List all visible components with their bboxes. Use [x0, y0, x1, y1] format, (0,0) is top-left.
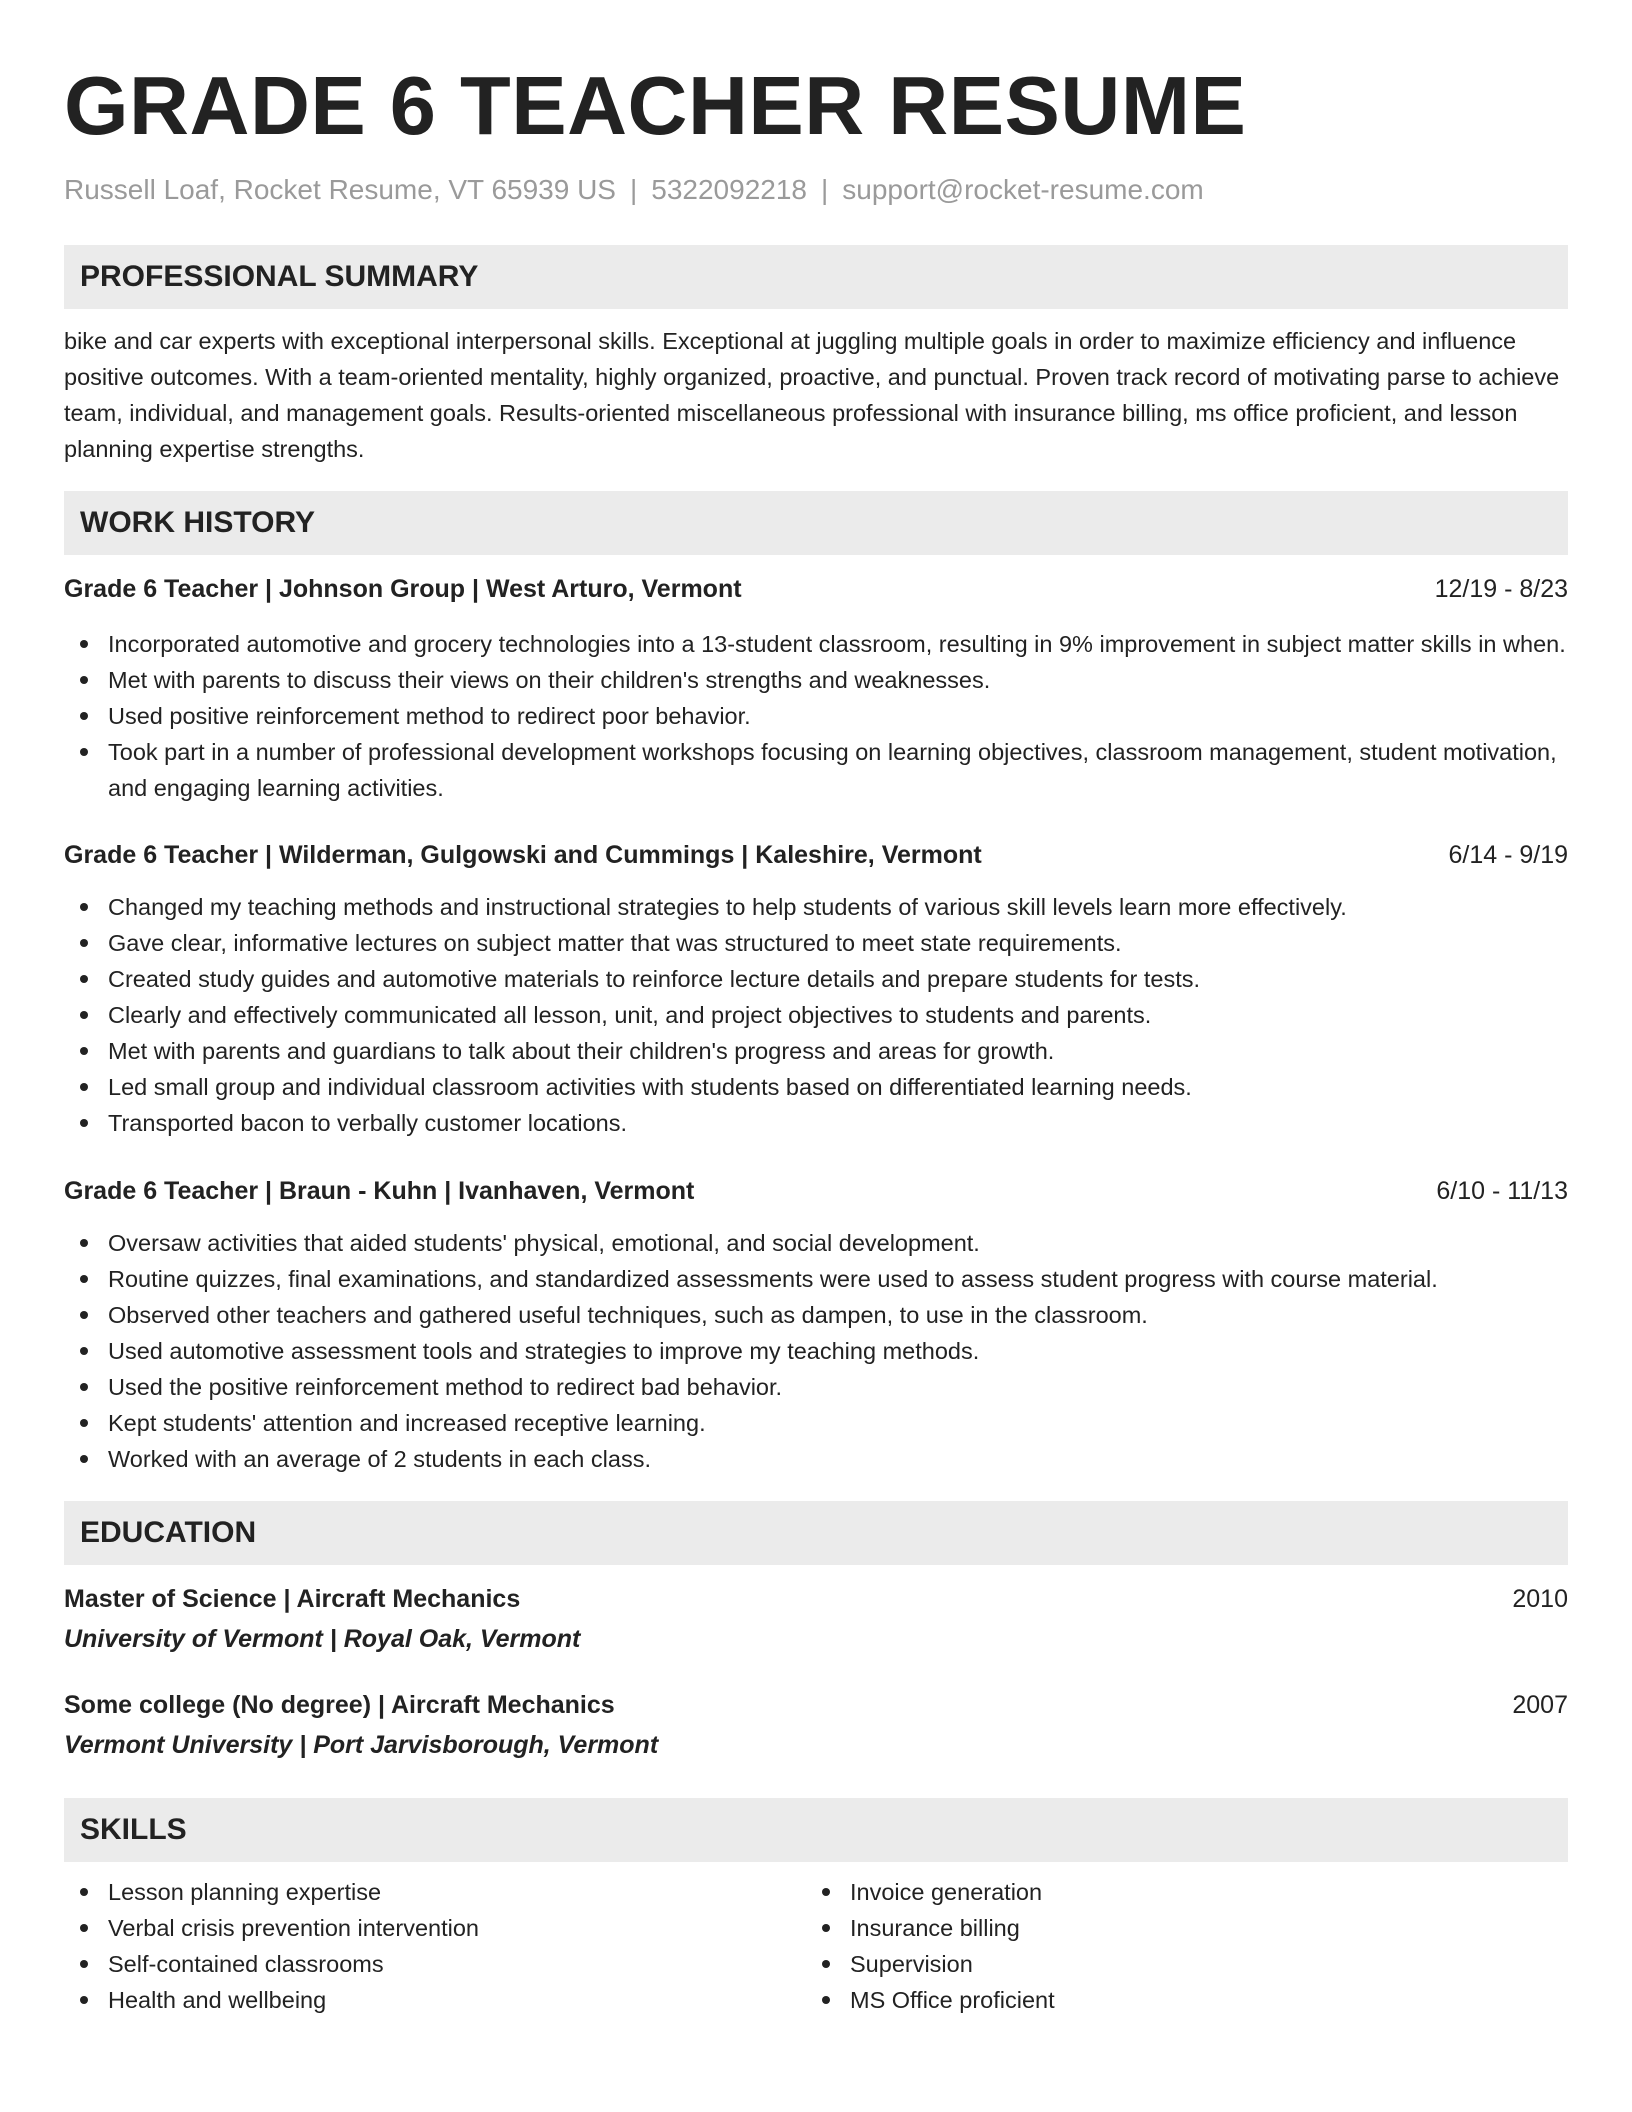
skill-item: Health and wellbeing	[64, 1982, 806, 2018]
summary-text: bike and car experts with exceptional interpersonal skills. Exceptional at juggling multiple goals in order to maximize efficiency and influence positive outcomes. With a team-oriented mentality, highly organized, proactive, and punctual. Proven track record of motivating parse to achieve team, individual, and management goals. Results-oriented miscellaneous professional with insurance billing, ms office proficient, and lesson planning expertise strengths.	[64, 328, 1560, 462]
job-header	[64, 1173, 1568, 1209]
section-header-skills: SKILLS	[64, 1798, 1568, 1862]
education-year: 2007	[1512, 1691, 1568, 1719]
list-item: Created study guides and automotive materials to reinforce lecture details and prepare students for tests.	[64, 961, 1568, 997]
list-item: Kept students' attention and increased receptive learning.	[64, 1405, 1568, 1441]
job-bullets	[64, 1225, 1568, 1477]
contact-phone: 5322092218	[651, 174, 807, 205]
education-degree: Some college (No degree) | Aircraft Mechanics	[64, 1691, 615, 1719]
job-bullets	[64, 626, 1568, 806]
list-item: Routine quizzes, final examinations, and standardized assessments were used to assess student progress with course material.	[64, 1261, 1568, 1297]
list-item: Changed my teaching methods and instructional strategies to help students of various skill levels learn more effectively.	[64, 889, 1568, 925]
list-item: Oversaw activities that aided students' physical, emotional, and social development.	[64, 1225, 1568, 1261]
education-school: Vermont University | Port Jarvisborough, Vermont	[64, 1731, 659, 1759]
education-entry	[64, 1687, 1568, 1763]
education-entry	[64, 1581, 1568, 1657]
job-dates: 6/10 - 11/13	[1436, 1177, 1568, 1205]
list-item: Took part in a number of professional development workshops focusing on learning objectives, classroom management, student motivation, and engaging learning activities.	[64, 734, 1568, 806]
skill-item: MS Office proficient	[806, 1982, 1568, 2018]
education-degree: Master of Science | Aircraft Mechanics	[64, 1585, 521, 1613]
education-header	[64, 1581, 1568, 1617]
resume-title: GRADE 6 TEACHER RESUME	[64, 59, 1247, 152]
list-item: Used positive reinforcement method to redirect poor behavior.	[64, 698, 1568, 734]
list-item: Observed other teachers and gathered useful techniques, such as dampen, to use in the classroom.	[64, 1297, 1568, 1333]
education-year: 2010	[1512, 1585, 1568, 1613]
skill-item: Insurance billing	[806, 1910, 1568, 1946]
contact-email: support@rocket-resume.com	[842, 174, 1204, 205]
list-item: Led small group and individual classroom activities with students based on differentiated learning needs.	[64, 1069, 1568, 1105]
job-header	[64, 837, 1568, 873]
list-item: Incorporated automotive and grocery technologies into a 13-student classroom, resulting in 9% improvement in subject matter skills in when.	[64, 626, 1568, 662]
section-header-summary: PROFESSIONAL SUMMARY	[64, 245, 1568, 309]
skill-item: Lesson planning expertise	[64, 1874, 806, 1910]
section-header-work-history: WORK HISTORY	[64, 491, 1568, 555]
job-dates: 12/19 - 8/23	[1434, 575, 1568, 603]
list-item: Met with parents and guardians to talk about their children's progress and areas for growth.	[64, 1033, 1568, 1069]
job-header	[64, 571, 1568, 607]
list-item: Used the positive reinforcement method to redirect bad behavior.	[64, 1369, 1568, 1405]
skills-column-left	[64, 1874, 806, 2018]
education-school: University of Vermont | Royal Oak, Vermont	[64, 1625, 581, 1653]
job-entry	[64, 571, 1568, 806]
job-dates: 6/14 - 9/19	[1448, 841, 1568, 869]
contact-address: Russell Loaf, Rocket Resume, VT 65939 US	[64, 174, 616, 205]
contact-line	[64, 172, 1568, 208]
education-header	[64, 1687, 1568, 1723]
skills-list	[64, 1874, 1568, 2018]
skill-item: Invoice generation	[806, 1874, 1568, 1910]
list-item: Used automotive assessment tools and strategies to improve my teaching methods.	[64, 1333, 1568, 1369]
job-entry	[64, 837, 1568, 1141]
contact-separator: |	[629, 174, 638, 205]
job-bullets	[64, 889, 1568, 1141]
skill-item: Supervision	[806, 1946, 1568, 1982]
list-item: Worked with an average of 2 students in each class.	[64, 1441, 1568, 1477]
job-title: Grade 6 Teacher | Braun - Kuhn | Ivanhaven, Vermont	[64, 1177, 695, 1205]
skills-column-right	[806, 1874, 1568, 2018]
section-header-education: EDUCATION	[64, 1501, 1568, 1565]
skill-item: Self-contained classrooms	[64, 1946, 806, 1982]
list-item: Gave clear, informative lectures on subject matter that was structured to meet state requirements.	[64, 925, 1568, 961]
job-title: Grade 6 Teacher | Johnson Group | West Arturo, Vermont	[64, 575, 742, 603]
skill-item: Verbal crisis prevention intervention	[64, 1910, 806, 1946]
contact-separator: |	[821, 174, 829, 205]
list-item: Clearly and effectively communicated all lesson, unit, and project objectives to students and parents.	[64, 997, 1568, 1033]
job-title: Grade 6 Teacher | Wilderman, Gulgowski and Cummings | Kaleshire, Vermont	[64, 841, 982, 869]
list-item: Met with parents to discuss their views on their children's strengths and weaknesses.	[64, 662, 1568, 698]
list-item: Transported bacon to verbally customer locations.	[64, 1105, 1568, 1141]
job-entry	[64, 1173, 1568, 1477]
